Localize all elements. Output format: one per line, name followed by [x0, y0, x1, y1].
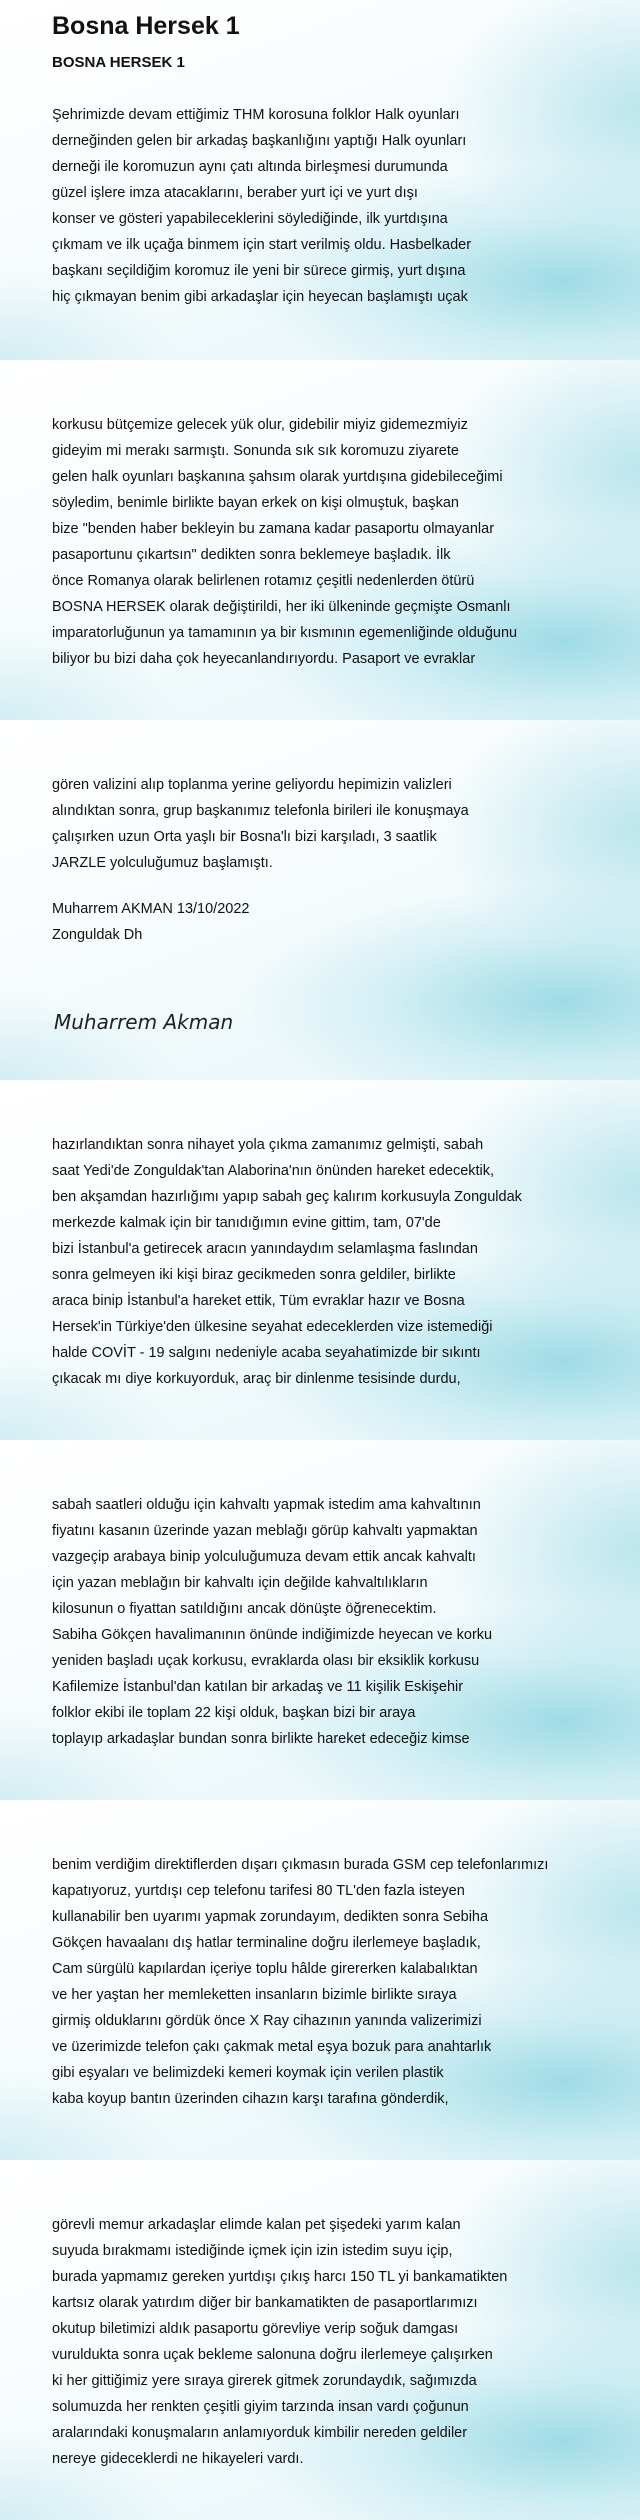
- text-line: Kafilemize İstanbul'dan katılan bir arkadaş ve 11 kişilik Eskişehir: [52, 1679, 464, 1695]
- text-line: çalışırken uzun Orta yaşlı bir Bosna'lı bizi karşıladı, 3 saatlik: [52, 829, 437, 845]
- panel-text: [52, 102, 620, 310]
- text-line: derneğinden gelen bir arkadaş başkanlığını yaptığı Halk oyunları: [52, 133, 467, 149]
- text-line: kilosunun o fiyattan satıldığını ancak dönüşte öğrenecektim.: [52, 1601, 437, 1617]
- text-line: ve her yaştan her memleketten insanların bizimle birlikte sıraya: [52, 1987, 457, 2003]
- text-line: bizi İstanbul'a getirecek aracın yanındaydım selamlaşma faslından: [52, 1241, 478, 1257]
- text-line: derneği ile koromuzun aynı çatı altında birleşmesi durumunda: [52, 159, 448, 175]
- page-panel-3: [0, 720, 640, 1080]
- text-line: biliyor bu bizi daha çok heyecanlandırıyordu. Pasaport ve evraklar: [52, 651, 476, 667]
- text-line: hazırlandıktan sonra nihayet yola çıkma zamanımız gelmişti, sabah: [52, 1137, 484, 1153]
- text-line: gelen halk oyunları başkanına şahsım olarak yurtdışına gidebileceğimi: [52, 469, 503, 485]
- text-line: benim verdiğim direktiflerden dışarı çıkmasın burada GSM cep telefonlarımızı: [52, 1857, 549, 1873]
- page-panel-1: [0, 0, 640, 360]
- text-line: söyledim, benimle birlikte bayan erkek on kişi olmuştuk, başkan: [52, 495, 459, 511]
- page-panel-7: [0, 2160, 640, 2520]
- text-line: ki her gittiğimiz yere sıraya girerek gitmek zorundaydık, sağımızda: [52, 2373, 477, 2389]
- panel-text: [52, 1492, 620, 1752]
- page-panel-5: [0, 1440, 640, 1800]
- page-panel-6: [0, 1800, 640, 2160]
- text-line: burada yapmamız gereken yurtdışı çıkış harcı 150 TL yi bankamatikten: [52, 2269, 508, 2285]
- text-line: toplayıp arkadaşlar bundan sonra birlikte hareket edeceğiz kimse: [52, 1731, 470, 1747]
- text-line: Gökçen havaalanı dış hatlar terminaline doğru ilerlemeye başladık,: [52, 1935, 481, 1951]
- text-line: JARZLE yolculuğumuz başlamıştı.: [52, 855, 273, 871]
- text-line: vazgeçip arabaya binip yolculuğumuza devam ettik ancak kahvaltı: [52, 1549, 476, 1565]
- text-line: girmiş olduklarını gördük önce X Ray cihazının yanında valizerimizi: [52, 2013, 482, 2029]
- page-panel-2: [0, 360, 640, 720]
- handwritten-signature: Muharrem Akman: [54, 1010, 234, 1034]
- text-line: solumuzda her renkten çeşitli giyim tarzında insan vardı çoğunun: [52, 2399, 469, 2415]
- text-line: bize "benden haber bekleyin bu zamana kadar pasaportu olmayanlar: [52, 521, 495, 537]
- signature-block: [52, 896, 620, 948]
- text-line: alındıktan sonra, grup başkanımız telefonla birileri ile konuşmaya: [52, 803, 469, 819]
- text-line: pasaportunu çıkartsın" dedikten sonra beklemeye başladık. İlk: [52, 547, 451, 563]
- text-line: gören valizini alıp toplanma yerine geliyordu hepimizin valizleri: [52, 777, 452, 793]
- text-line: ve üzerimizde telefon çakı çakmak metal eşya bozuk para anahtarlık: [52, 2039, 492, 2055]
- text-line: kartsız olarak yatırdım diğer bir bankamatikten de pasaportlarımızı: [52, 2295, 478, 2311]
- text-line: Şehrimizde devam ettiğimiz THM korosuna folklor Halk oyunları: [52, 107, 460, 123]
- text-line: imparatorluğunun ya tamamının ya bir kısmının egemenliğinde olduğunu: [52, 625, 518, 641]
- text-line: görevli memur arkadaşlar elimde kalan pet şişedeki yarım kalan: [52, 2217, 461, 2233]
- text-line: için yazan meblağın bir kahvaltı için değilde kahvaltılıkların: [52, 1575, 428, 1591]
- text-line: ben akşamdan hazırlığımı yapıp sabah geç kalırım korkusuyla Zonguldak: [52, 1189, 522, 1205]
- text-line: kaba koyup bantın üzerinden cihazın karşı tarafına gönderdik,: [52, 2091, 449, 2107]
- text-line: hiç çıkmayan benim gibi arkadaşlar için heyecan başlamıştı uçak: [52, 289, 468, 305]
- signature-line: Muharrem AKMAN 13/10/2022: [52, 901, 250, 917]
- text-line: yeniden başladı uçak korkusu, evraklarda olası bir eksiklik korkusu: [52, 1653, 480, 1669]
- document-title: Bosna Hersek 1: [52, 12, 240, 40]
- text-line: fiyatını kasanın üzerinde yazan meblağı görüp kahvaltı yapmaktan: [52, 1523, 478, 1539]
- text-line: vuruldukta sonra uçak bekleme salonuna doğru ilerlemeye çalışırken: [52, 2347, 493, 2363]
- text-line: sonra gelmeyen iki kişi biraz gecikmeden sonra geldiler, birlikte: [52, 1267, 456, 1283]
- text-line: okutup biletimizi aldık pasaportu görevliye verip soğuk damgası: [52, 2321, 459, 2337]
- panel-text: [52, 1852, 620, 2112]
- page-panel-4: [0, 1080, 640, 1440]
- text-line: Cam sürgülü kapılardan içeriye toplu hâlde girererken kalabalıktan: [52, 1961, 478, 1977]
- text-line: nereye gideceklerdi ne hikayeleri vardı.: [52, 2451, 304, 2467]
- text-line: folklor ekibi ile toplam 22 kişi olduk, başkan bizi bir araya: [52, 1705, 416, 1721]
- panel-text: [52, 772, 620, 876]
- text-line: merkezde kalmak için bir tanıdığımın evine gittim, tam, 07'de: [52, 1215, 441, 1231]
- panel-text: [52, 2212, 620, 2472]
- text-line: başkanı seçildiğim koromuz ile yeni bir sürece girmiş, yurt dışına: [52, 263, 466, 279]
- text-line: saat Yedi'de Zonguldak'tan Alaborina'nın önünden hareket edecektik,: [52, 1163, 495, 1179]
- text-line: suyuda bırakmamı istediğinde içmek için izin istedim suyu içip,: [52, 2243, 453, 2259]
- text-line: konser ve gösteri yapabileceklerini söylediğinde, ilk yurtdışına: [52, 211, 448, 227]
- text-line: Sabiha Gökçen havalimanının önünde indiğimizde heyecan ve korku: [52, 1627, 493, 1643]
- document-subtitle: BOSNA HERSEK 1: [52, 54, 185, 71]
- text-line: kapatıyoruz, yurtdışı cep telefonu tarifesi 80 TL'den fazla isteyen: [52, 1883, 465, 1899]
- text-line: gideyim mi merakı sarmıştı. Sonunda sık sık koromuzu ziyarete: [52, 443, 459, 459]
- text-line: korkusu bütçemize gelecek yük olur, gidebilir miyiz gidemezmiyiz: [52, 417, 468, 433]
- text-line: halde COVİT - 19 salgını nedeniyle acaba seyahatimizde bir sıkıntı: [52, 1345, 481, 1361]
- text-line: Hersek'in Türkiye'den ülkesine seyahat edeceklerden vize istemediği: [52, 1319, 493, 1335]
- text-line: araca binip İstanbul'a hareket ettik, Tüm evraklar hazır ve Bosna: [52, 1293, 465, 1309]
- text-line: sabah saatleri olduğu için kahvaltı yapmak istedim ama kahvaltının: [52, 1497, 481, 1513]
- text-line: önce Romanya olarak belirlenen rotamız çeşitli nedenlerden ötürü: [52, 573, 475, 589]
- panel-text: [52, 1132, 620, 1392]
- text-line: BOSNA HERSEK olarak değiştirildi, her iki ülkeninde geçmişte Osmanlı: [52, 599, 511, 615]
- signature-line: Zonguldak Dh: [52, 927, 143, 943]
- panel-text: [52, 412, 620, 672]
- text-line: kullanabilir ben uyarımı yapmak zorundayım, dedikten sonra Sebiha: [52, 1909, 489, 1925]
- text-line: gibi eşyaları ve belimizdeki kemeri koymak için verilen plastik: [52, 2065, 444, 2081]
- text-line: aralarındaki konuşmaların anlamıyorduk kimbilir nereden geldiler: [52, 2425, 468, 2441]
- text-line: güzel işlere imza atacaklarını, beraber yurt içi ve yurt dışı: [52, 185, 418, 201]
- text-line: çıkmam ve ilk uçağa binmem için start verilmiş oldu. Hasbelkader: [52, 237, 472, 253]
- text-line: çıkacak mı diye korkuyorduk, araç bir dinlenme tesisinde durdu,: [52, 1371, 461, 1387]
